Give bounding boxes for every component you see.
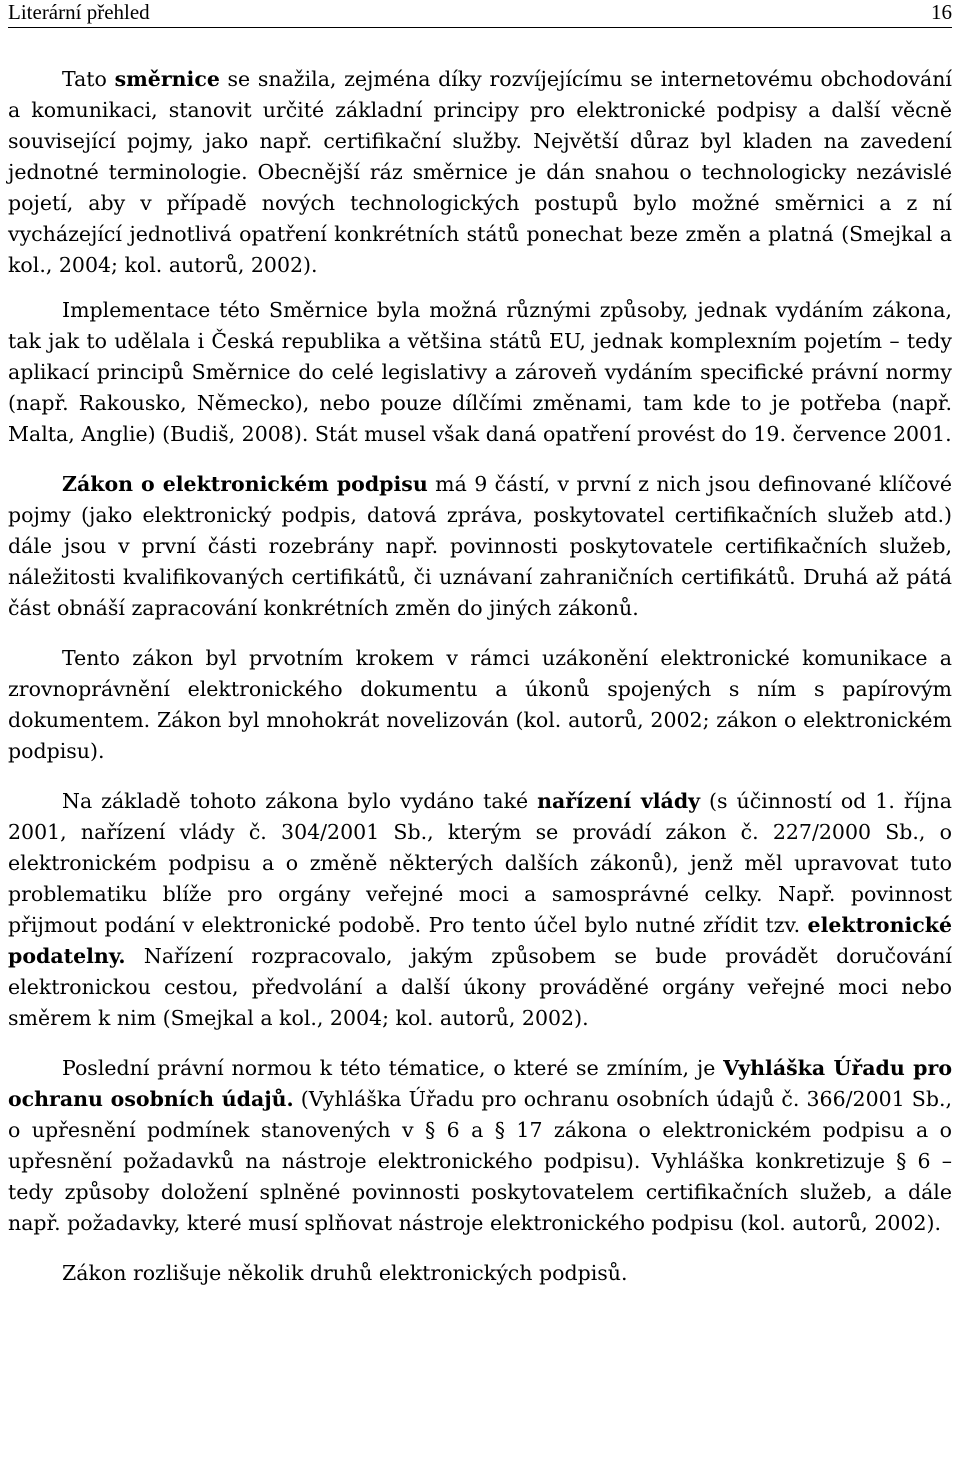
text-run: (Vyhláška Úřadu pro ochranu osobních údajů č. 366/2001 Sb., o upřesnění podmínek stanovených v § 6 a § 17 zákona o elektronickém podpisu a o upřesnění požadavků na nástroje elektronického podpisu). Vyhláška konkretizuje § 6 – tedy způsoby doložení splněné povinnosti poskytovatelem certifikačních služeb, a dále např. požadavky, které musí splňovat nástroje elektronického podpisu (kol. autorů, 2002). — [8, 1087, 953, 1235]
bold-term-zakon: Zákon o elektronickém podpisu — [62, 472, 428, 496]
text-run: Nařízení rozpracovalo, jakým způsobem se bude provádět doručování elektronickou cestou, předvolání a další úkony prováděné orgány veřejné moci nebo směrem k nim (Smejkal a kol., 2004; kol. autorů, 2002). — [8, 944, 952, 1030]
paragraph-narizeni — [8, 786, 952, 1034]
text-run: Implementace této Směrnice byla možná různými způsoby, jednak vydáním zákona, tak jak to udělala i Česká republika a většina států EU, jednak komplexním pojetím – tedy aplikací principů Směrnice do celé legislativy a zároveň vydáním specifické právní normy (např. Rakousko, Německo), nebo pouze dílčími změnami, tam kde to je potřeba (např. Malta, Anglie) (Budiš, 2008). Stát musel však daná opatření provést do 19. července 2001. — [8, 298, 952, 446]
bold-term-smernice: směrnice — [114, 67, 220, 91]
bold-term-podatelny: elektronické podatelny. — [8, 913, 952, 968]
bold-term-narizeni: nařízení vlády — [537, 789, 701, 813]
running-header-title: Literární přehled — [8, 0, 150, 24]
document-body — [8, 64, 952, 1289]
paragraph-smernice — [8, 64, 952, 281]
text-run: Tato — [62, 67, 115, 91]
bold-term-vyhlaska: Vyhláška Úřadu pro ochranu osobních údajů. — [8, 1056, 952, 1111]
paragraph-tento-zakon — [8, 643, 952, 767]
text-run: Zákon rozlišuje několik druhů elektronických podpisů. — [62, 1261, 628, 1285]
paragraph-zakon — [8, 469, 952, 624]
text-run: Na základě tohoto zákona bylo vydáno také — [62, 789, 538, 813]
page-header — [8, 0, 952, 28]
paragraph-vyhlaska — [8, 1053, 952, 1239]
text-run: se snažila, zejména díky rozvíjejícímu se internetovému obchodování a komunikaci, stanovit určité základní principy pro elektronické podpisy a další věcně související pojmy, jako např. certifikační služby. Největší důraz byl kladen na zavedení jednotné terminologie. Obecnější ráz směrnice je dán snahou o technologicky nezávislé pojetí, aby v případě nových technologických postupů bylo možné směrnici a z ní vycházející jednotlivá opatření konkrétních států ponechat beze změn a platná (Smejkal a kol., 2004; kol. autorů, 2002). — [8, 67, 952, 277]
page-number: 16 — [931, 0, 952, 24]
text-run: (s účinností od 1. října 2001, nařízení vlády č. 304/2001 Sb., kterým se provádí zákon č. 227/2000 Sb., o elektronickém podpisu a o změně některých dalších zákonů), jenž měl upravovat tuto problematiku blíže pro orgány veřejné moci a samosprávné celky. Např. povinnost přijmout podání v elektronické podobě. Pro tento účel bylo nutné zřídit tzv. — [8, 789, 952, 937]
paragraph-druhy — [8, 1258, 952, 1289]
text-run: Poslední právní normou k této tématice, o které se zmíním, je — [62, 1056, 724, 1080]
paragraph-implementace — [8, 295, 952, 450]
text-run: má 9 částí, v první z nich jsou definované klíčové pojmy (jako elektronický podpis, datová zpráva, poskytovatel certifikačních služeb atd.) dále jsou v první části rozebrány např. povinnosti poskytovatele certifikačních služeb, náležitosti kvalifikovaných certifikátů, či uznávaní zahraničních certifikátů. Druhá až pátá část obnáší zapracování konkrétních změn do jiných zákonů. — [8, 472, 953, 620]
text-run: Tento zákon byl prvotním krokem v rámci uzákonění elektronické komunikace a zrovnoprávnění elektronického dokumentu a úkonů spojených s ním s papírovým dokumentem. Zákon byl mnohokrát novelizován (kol. autorů, 2002; zákon o elektronickém podpisu). — [8, 646, 952, 763]
